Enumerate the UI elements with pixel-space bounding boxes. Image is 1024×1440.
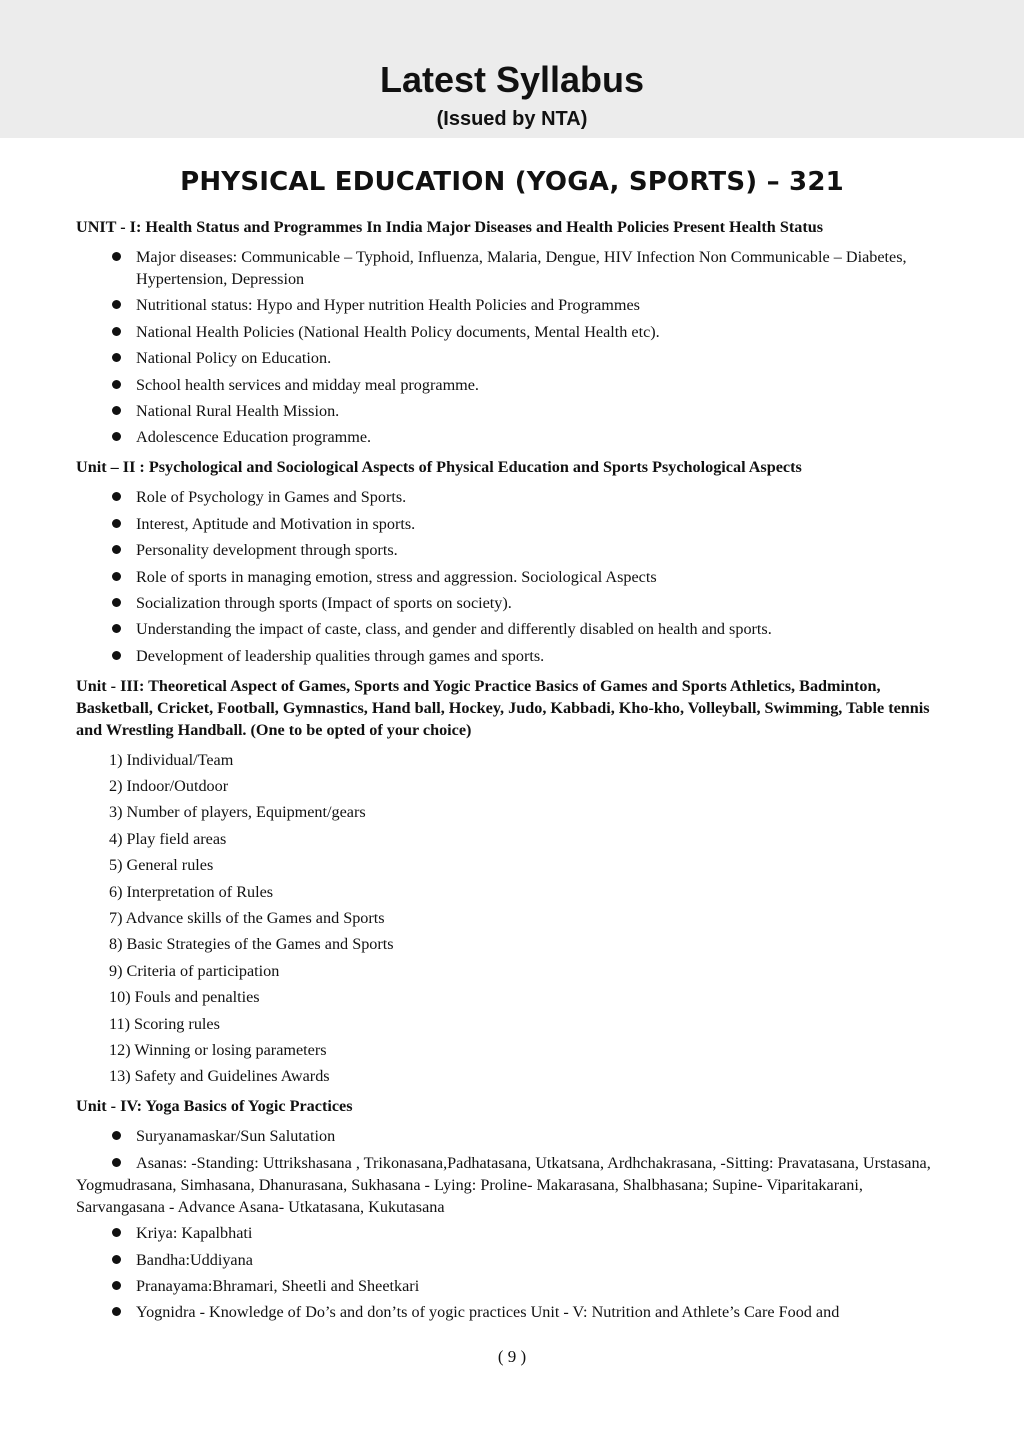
list-item: 8) Basic Strategies of the Games and Sports — [109, 935, 394, 954]
bullet-icon — [112, 624, 121, 633]
bullet-icon — [112, 519, 121, 528]
list-item: 11) Scoring rules — [109, 1014, 220, 1033]
list-item — [76, 347, 946, 369]
list-item: 2) Indoor/Outdoor — [109, 777, 229, 796]
bullet-icon — [112, 380, 121, 389]
unit-3-heading: Unit - III: Theoretical Aspect of Games, Sports and Yogic Practice Basics of Games and Sports Athletics, Badminton, Basketball, Cricket, Football, Gymnastics, Hand ball, Hockey, Judo, Kabbadi, Kho-kho, Volleyball, Swimming, Table tennis and Wrestling Handball. (One to be opted of your choice) — [76, 676, 930, 739]
unit-2-heading: Unit – II : Psychological and Sociological Aspects of Physical Education and Sports Psychological Aspects — [76, 458, 802, 477]
list-item-text: National Policy on Education. — [136, 349, 332, 368]
list-item-text: Role of sports in managing emotion, stress and aggression. Sociological Aspects — [136, 567, 657, 586]
list-item: 3) Number of players, Equipment/gears — [109, 803, 366, 822]
bullet-icon — [112, 572, 121, 581]
unit-4-list-top — [76, 1125, 946, 1147]
syllabus-content — [76, 216, 946, 1331]
list-item — [76, 1301, 946, 1323]
bullet-icon — [112, 327, 121, 336]
list-item — [76, 566, 946, 588]
bullet-icon — [112, 406, 121, 415]
list-item: 4) Play field areas — [109, 829, 227, 848]
list-item — [76, 374, 946, 396]
list-item — [76, 1222, 946, 1244]
list-item — [76, 513, 946, 535]
bullet-icon — [112, 252, 121, 261]
list-item — [76, 1249, 946, 1271]
list-item: 7) Advance skills of the Games and Sports — [109, 909, 385, 928]
header-banner — [0, 0, 1024, 138]
unit-4-list-bottom — [76, 1222, 946, 1323]
list-item: 13) Safety and Guidelines Awards — [109, 1067, 330, 1086]
bullet-icon — [112, 1307, 121, 1316]
list-item-text: School health services and midday meal programme. — [136, 375, 479, 394]
list-item — [76, 618, 946, 640]
bullet-icon — [112, 353, 121, 362]
list-item: 12) Winning or losing parameters — [109, 1040, 327, 1059]
list-item — [76, 645, 946, 667]
list-item-text: Socialization through sports (Impact of sports on society). — [136, 593, 512, 612]
list-item: 6) Interpretation of Rules — [109, 882, 274, 901]
list-item-text: Understanding the impact of caste, class, and gender and differently disabled on health and sports. — [136, 620, 772, 639]
list-item: 1) Individual/Team — [109, 750, 234, 769]
list-item: 5) General rules — [109, 856, 214, 875]
list-item-text: Pranayama:Bhramari, Sheetli and Sheetkari — [136, 1276, 420, 1295]
list-item — [76, 1275, 946, 1297]
bullet-icon — [112, 1228, 121, 1237]
list-item — [76, 486, 946, 508]
list-item — [76, 321, 946, 343]
list-item: 10) Fouls and penalties — [109, 988, 260, 1007]
unit-1-list — [76, 246, 946, 448]
asanas-text: Asanas: -Standing: Uttrikshasana , Trikonasana,Padhatasana, Utkatsana, Ardhchakrasana, -Sitting: Pravatasana, Urstasana, Yogmudrasana, Simhasana, Dhanurasana, Sukhasana - Lying: Proline- Makarasana, Shalbhasana; Supine- Viparitakarani, Sarvangasana - Advance Asana- Utkatasana, Kukutasana — [76, 1153, 931, 1216]
unit-1-heading: UNIT - I: Health Status and Programmes In India Major Diseases and Health Policies Present Health Status — [76, 218, 824, 236]
list-item — [76, 539, 946, 561]
bullet-icon — [112, 492, 121, 501]
bullet-icon — [112, 1158, 121, 1167]
list-item-text: Personality development through sports. — [136, 541, 398, 560]
list-item-text: National Rural Health Mission. — [136, 401, 340, 420]
list-item-text: Nutritional status: Hypo and Hyper nutrition Health Policies and Programmes — [136, 296, 640, 315]
bullet-icon — [112, 1281, 121, 1290]
bullet-icon — [112, 545, 121, 554]
list-item-text: Suryanamaskar/Sun Salutation — [136, 1127, 336, 1146]
bullet-icon — [112, 1255, 121, 1264]
bullet-icon — [112, 1131, 121, 1140]
list-item — [76, 294, 946, 316]
list-item-text: National Health Policies (National Health Policy documents, Mental Health etc). — [136, 322, 660, 341]
unit-2-list — [76, 486, 946, 666]
list-item — [76, 246, 946, 290]
asanas-item — [76, 1152, 946, 1218]
bullet-icon — [112, 651, 121, 660]
banner-title: Latest Syllabus — [379, 59, 645, 100]
list-item-text: Interest, Aptitude and Motivation in sports. — [136, 514, 416, 533]
list-item-text: Bandha:Uddiyana — [136, 1250, 253, 1269]
list-item — [76, 1125, 946, 1147]
subject-title: PHYSICAL EDUCATION (YOGA, SPORTS) – 321 — [180, 167, 844, 197]
bullet-icon — [112, 598, 121, 607]
list-item-text: Role of Psychology in Games and Sports. — [136, 488, 407, 507]
list-item-text: Adolescence Education programme. — [136, 428, 372, 447]
list-item — [76, 426, 946, 448]
list-item — [76, 400, 946, 422]
bullet-icon — [112, 300, 121, 309]
list-item — [76, 592, 946, 614]
list-item-text: Yognidra - Knowledge of Do’s and don’ts of yogic practices Unit - V: Nutrition and Athlete’s Care Food and — [136, 1303, 840, 1322]
list-item-text: Major diseases: Communicable – Typhoid, Influenza, Malaria, Dengue, HIV Infection Non Communicable – Diabetes, Hypertension, Depression — [136, 248, 907, 288]
list-item-text: Kriya: Kapalbhati — [136, 1224, 253, 1243]
list-item: 9) Criteria of participation — [109, 961, 280, 980]
banner-subtitle: (Issued by NTA) — [436, 108, 588, 130]
unit-4-heading: Unit - IV: Yoga Basics of Yogic Practices — [76, 1097, 353, 1116]
page-number: ( 9 ) — [497, 1347, 527, 1366]
bullet-icon — [112, 432, 121, 441]
unit-3-list — [76, 749, 946, 1088]
list-item-text: Development of leadership qualities through games and sports. — [136, 646, 545, 665]
